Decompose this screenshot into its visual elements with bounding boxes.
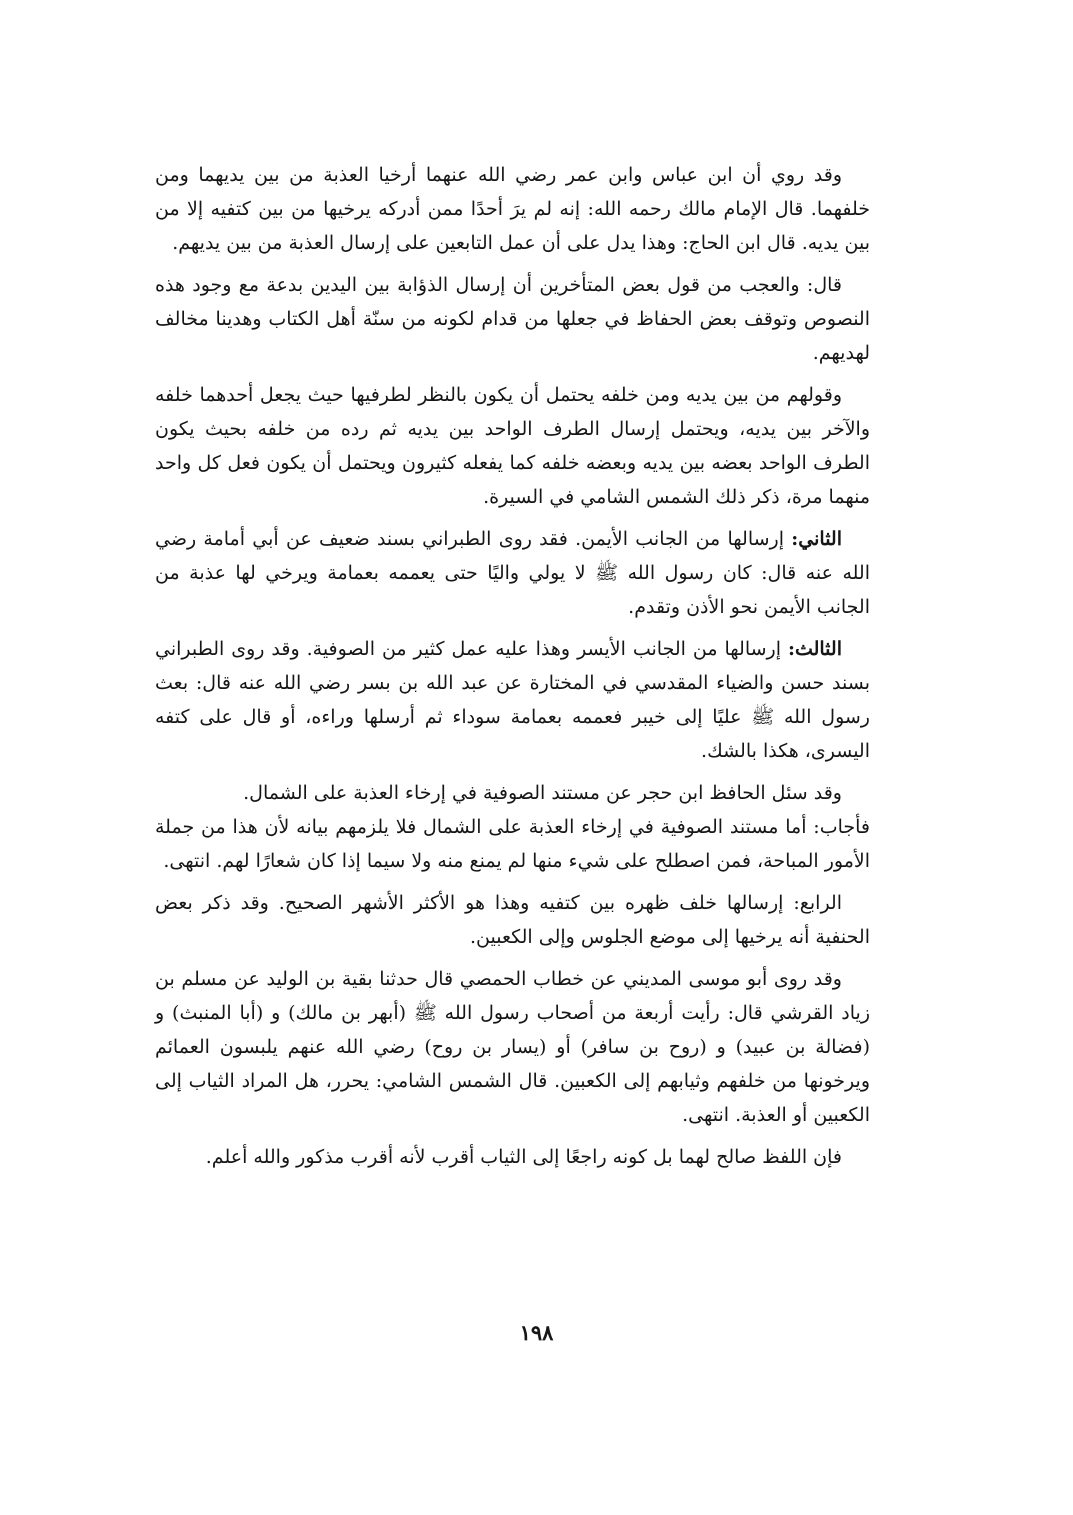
- paragraph-8-text: الرابع: إرسالها خلف ظهره بين كتفيه وهذا هو الأكثر الأشهر الصحيح. وقد ذكر بعض الحنفية أنه يرخيها إلى موضع الجلوس وإلى الكعبين.: [155, 892, 870, 948]
- paragraph-6-text: وقد سئل الحافظ ابن حجر عن مستند الصوفية في إرخاء العذبة على الشمال.: [243, 782, 842, 804]
- paragraph-4: [155, 522, 870, 624]
- paragraph-4-text: إرسالها من الجانب الأيمن. فقد روى الطبراني بسند ضعيف عن أبي أمامة رضي الله عنه قال: كان رسول الله ﷺ لا يولي واليًا حتى يعممه بعمامة ويرخي لها عذبة من الجانب الأيمن نحو الأذن وتقدم.: [155, 528, 870, 618]
- paragraph-7: [155, 810, 870, 878]
- paragraph-5-text: إرسالها من الجانب الأيسر وهذا عليه عمل كثير من الصوفية. وقد روى الطبراني بسند حسن والضياء المقدسي في المختارة عن عبد الله بن بسر رضي الله عنه قال: بعث رسول الله ﷺ عليًا إلى خيبر فعممه بعمامة سوداء ثم أرسلها وراءه، أو قال على كتفه اليسرى، هكذا بالشك.: [155, 638, 870, 762]
- paragraph-1: [155, 158, 870, 260]
- paragraph-6: [155, 776, 870, 810]
- paragraph-3-text: وقولهم من بين يديه ومن خلفه يحتمل أن يكون بالنظر لطرفيها حيث يجعل أحدهما خلفه والآخر بين يديه، ويحتمل إرسال الطرف الواحد بين يديه ثم رده من خلفه بحيث يكون الطرف الواحد بعضه بين يديه وبعضه خلفه كما يفعله كثيرون ويحتمل أن يكون فعل كل واحد منهما مرة، ذكر ذلك الشمس الشامي في السيرة.: [155, 384, 870, 508]
- paragraph-2-text: قال: والعجب من قول بعض المتأخرين أن إرسال الذؤابة بين اليدين بدعة مع وجود هذه النصوص وتوقف بعض الحفاظ في جعلها من قدام لكونه من سنّة أهل الكتاب وهدينا مخالف لهديهم.: [155, 274, 870, 364]
- paragraph-5-lead: الثالث:: [787, 638, 842, 660]
- page-body: [155, 158, 870, 1182]
- paragraph-7-text: فأجاب: أما مستند الصوفية في إرخاء العذبة على الشمال فلا يلزمهم بيانه لأن هذا من جملة الأمور المباحة، فمن اصطلح على شيء منها لم يمنع منه ولا سيما إذا كان شعارًا لهم. انتهى.: [155, 816, 871, 872]
- paragraph-1-text: وقد روي أن ابن عباس وابن عمر رضي الله عنهما أرخيا العذبة من بين يديهما ومن خلفهما. قال الإمام مالك رحمه الله: إنه لم يرَ أحدًا ممن أدركه يرخيها من بين كتفيه إلا من بين يديه. قال ابن الحاج: وهذا يدل على أن عمل التابعين على إرسال العذبة من بين يديهم.: [155, 164, 870, 254]
- paragraph-9: [155, 962, 870, 1132]
- paragraph-2: [155, 268, 870, 370]
- paragraph-10-text: فإن اللفظ صالح لهما بل كونه راجعًا إلى الثياب أقرب لأنه أقرب مذكور والله أعلم.: [205, 1146, 842, 1168]
- paragraph-5: [155, 632, 870, 768]
- paragraph-9-text: وقد روى أبو موسى المديني عن خطاب الحمصي قال حدثنا بقية بن الوليد عن مسلم بن زياد القرشي قال: رأيت أربعة من أصحاب رسول الله ﷺ (أبهر بن مالك) و (أبا المنبث) و (فضالة بن عبيد) و (روح بن سافر) أو (يسار بن روح) رضي الله عنهم يلبسون العمائم ويرخونها من خلفهم وثيابهم إلى الكعبين. قال الشمس الشامي: يحرر، هل المراد الثياب إلى الكعبين أو العذبة. انتهى.: [155, 968, 870, 1126]
- paragraph-8: [155, 886, 870, 954]
- paragraph-3: [155, 378, 870, 514]
- paragraph-10: [155, 1140, 870, 1174]
- paragraph-4-lead: الثاني:: [791, 528, 842, 550]
- page-number: ١٩٨: [519, 1320, 554, 1345]
